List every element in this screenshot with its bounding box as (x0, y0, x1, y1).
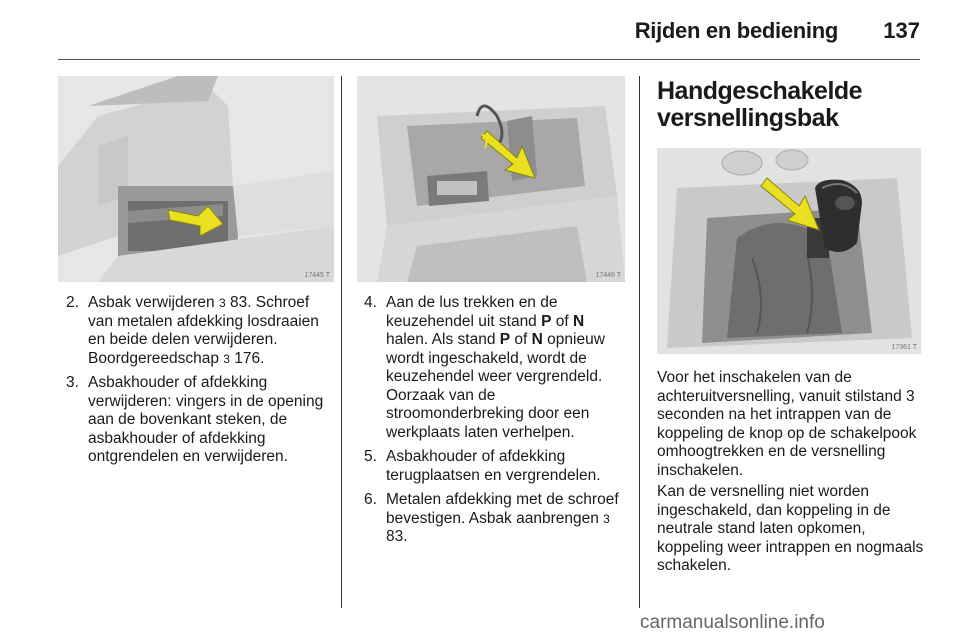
figure-selector-lever (357, 76, 625, 282)
step-number: 5. (364, 448, 377, 465)
paragraph-reverse-gear: Voor het inschakelen van de achteruitversnelling, vanuit stilstand 3 seconden na het intrappen van de koppeling de knop op de schakelpook omhoogtrekken en de versnelling inschakelen. (657, 369, 917, 479)
reference-icon: 3 (218, 296, 226, 310)
step-text: 83. Schroef van metalen afdekking losdraaien en beide delen verwijderen. Boordgereedschap (88, 294, 319, 367)
step-text: 176. (234, 349, 265, 367)
page-header (0, 0, 960, 60)
step-text: Metalen afdekking met de schroef bevestigen. Asbak aanbrengen (386, 491, 619, 527)
reference-icon: 3 (223, 351, 230, 366)
gear-position-label: P (541, 312, 552, 330)
step-number: 4. (364, 294, 377, 311)
step-number: 3. (66, 374, 79, 391)
step-text: halen. Als stand (386, 331, 500, 348)
step-text: opnieuw wordt ingeschakeld, wordt de keuzehendel weer vergrendeld. Oorzaak van de stroomonderbreking door een werkplaats laten verhelpen. (386, 331, 605, 441)
figure-ashtray-removal (58, 76, 334, 282)
page-number: 137 (883, 18, 920, 43)
column-divider-2 (639, 76, 640, 608)
step-item (66, 294, 332, 368)
ashtray-removal-illustration-icon (58, 76, 334, 282)
paragraph-engage-retry: Kan de versnelling niet worden ingeschakeld, dan koppeling in de neutrale stand laten opkomen, koppeling weer intrappen en nogmaals schakelen. (657, 483, 924, 574)
steps-list-column-1 (66, 294, 332, 473)
header-rule (58, 59, 920, 60)
gear-position-label: P (499, 331, 511, 348)
step-text: Asbakhouder of afdekking verwijderen: vingers in de opening aan de bovenkant steken, de asbakhouder of afdekking ontgrendelen en verwijderen. (88, 374, 324, 465)
figure-code: 17445 T (304, 272, 330, 279)
reference-icon: 3 (603, 511, 610, 526)
figure-code: 17361 T (891, 344, 917, 351)
step-text: Asbak verwijderen (88, 294, 219, 311)
section-title: Handgeschakelde versnellingsbak (657, 77, 863, 132)
step-item (66, 374, 332, 467)
selector-lever-release-illustration-icon (357, 76, 625, 282)
step-text: 83. (386, 528, 408, 545)
step-item (364, 491, 630, 547)
figure-code: 17446 T (595, 272, 621, 279)
gear-knob-illustration-icon (657, 148, 921, 354)
step-text: Aan de lus trekken en de keuzehendel uit stand (386, 294, 558, 330)
gear-position-label: N (531, 331, 543, 348)
column-divider-1 (341, 76, 342, 608)
figure-gear-knob (657, 148, 921, 354)
step-number: 2. (66, 294, 79, 311)
step-number: 6. (364, 491, 377, 508)
gear-position-label: N (573, 312, 585, 330)
steps-list-column-2 (364, 294, 630, 553)
step-item (364, 448, 630, 485)
header-title: Rijden en bediening (634, 18, 838, 43)
step-text: of (510, 331, 532, 348)
step-text: of (551, 312, 574, 330)
step-text: Asbakhouder of afdekking terugplaatsen en vergrendelen. (386, 448, 601, 484)
step-item (364, 294, 630, 442)
watermark: carmanualsonline.info (640, 612, 825, 633)
